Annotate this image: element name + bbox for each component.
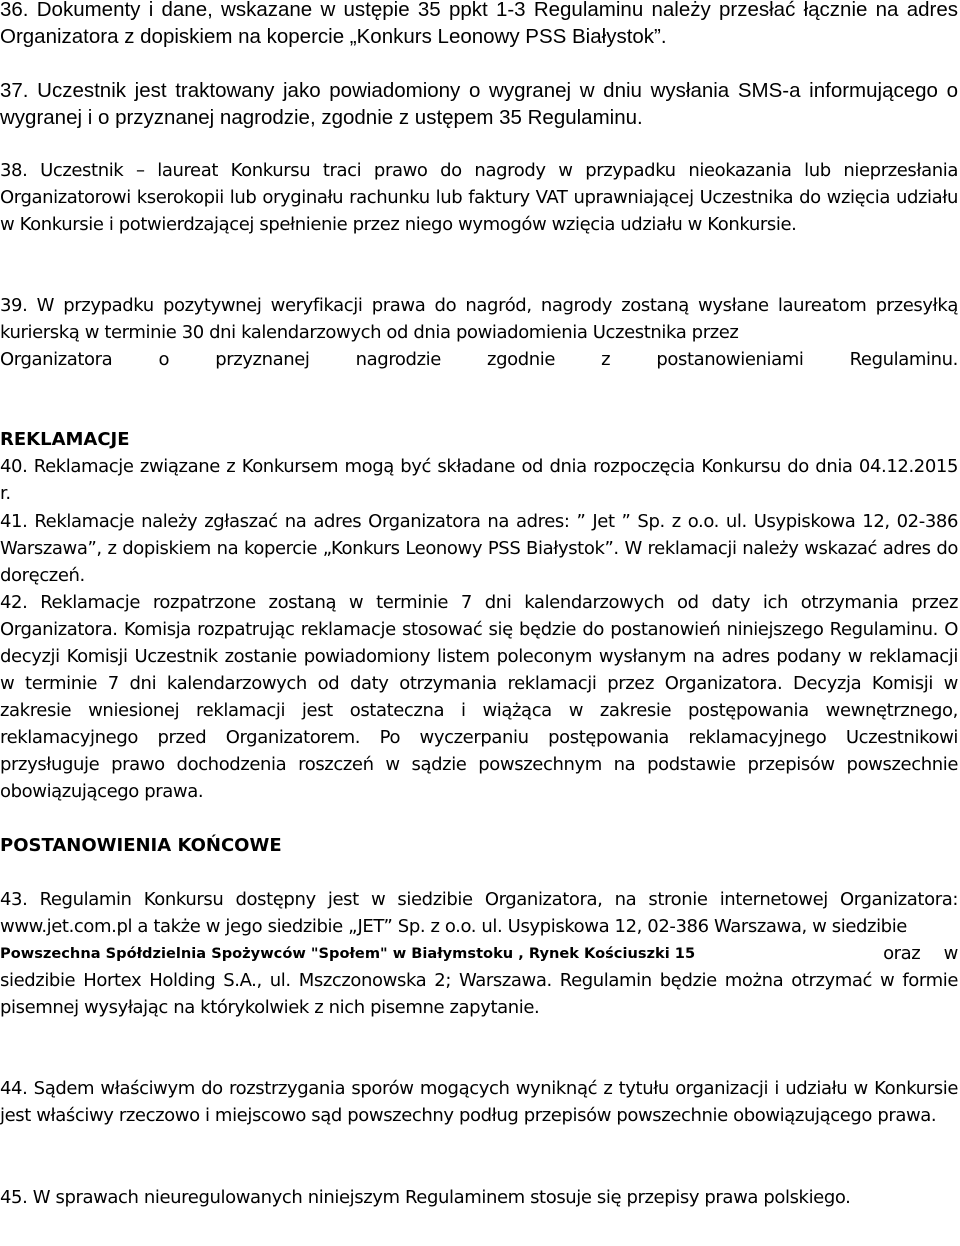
- paragraph-45: 45. W sprawach nieuregulowanych niniejszym Regulaminem stosuje się przepisy prawa polskiego.: [0, 1187, 851, 1208]
- p39-word: nagrodzie: [355, 349, 441, 370]
- heading-reklamacje: REKLAMACJE: [0, 429, 130, 450]
- company-name-spolem: Powszechna Spółdzielnia Spożywców "Społem" w Białymstoku , Rynek Kościuszki 15: [0, 945, 696, 962]
- paragraph-37: 37. Uczestnik jest traktowany jako powiadomiony o wygranej w dniu wysłania SMS-a informującego o wygranej i o przyznanej nagrodzie, zgodnie z ustępem 35 Regulaminu.: [0, 79, 958, 129]
- paragraph-38: 38. Uczestnik – laureat Konkursu traci prawo do nagrody w przypadku nieokazania lub nieprzesłania Organizatorowi kserokopii lub oryginału rachunku lub faktury VAT uprawniającej Uczestnika do wzięcia udziału w Konkursie i potwierdzającej spełnienie przez niego wymogów wzięcia udziału w Konkursie.: [0, 160, 958, 235]
- p39-word: z: [601, 349, 611, 370]
- paragraph-36: 36. Dokumenty i dane, wskazane w ustępie 35 ppkt 1-3 Regulaminu należy przesłać łącznie na adres Organizatora z dopiskiem na kopercie „Konkurs Leonowy PSS Białystok”.: [0, 0, 958, 48]
- paragraph-39: [0, 292, 958, 373]
- p39-word: Regulaminu.: [849, 349, 958, 370]
- paragraph-40: 40. Reklamacje związane z Konkursem mogą być składane od dnia rozpoczęcia Konkursu do dnia 04.12.2015 r.: [0, 456, 958, 504]
- paragraph-42: 42. Reklamacje rozpatrzone zostaną w terminie 7 dni kalendarzowych od daty ich otrzymania przez Organizatora. Komisja rozpatrując reklamacje stosować się będzie do postanowień niniejszego Regulaminu. O decyzji Komisji Uczestnik zostanie powiadomiony listem poleconym wysłanym na adres podany w reklamacji w terminie 7 dni kalendarzowych od daty otrzymania reklamacji przez Organizatora. Decyzja Komisji w zakresie wniesionej reklamacji jest ostateczna i wiążąca w zakresie postępowania wewnętrznego, reklamacyjnego przed Organizatorem. Po wyczerpaniu postępowania reklamacyjnego Uczestnikowi przysługuje prawo dochodzenia roszczeń w sądzie powszechnym na podstawie przepisów powszechnie obowiązującego prawa.: [0, 592, 958, 802]
- paragraph-43-end: siedzibie Hortex Holding S.A., ul. Mszczonowska 2; Warszawa. Regulamin będzie można otrzymać w formie pisemnej wysyłając na którykolwiek z nich pisemne zapytanie.: [0, 970, 958, 1018]
- paragraph-43-start: 43. Regulamin Konkursu dostępny jest w siedzibie Organizatora, na stronie internetowej Organizatora: www.jet.com.pl a także w jego siedzibie „JET” Sp. z o.o. ul. Usypiskowa 12, 02-386 Warszawa, w siedzibie: [0, 889, 958, 937]
- paragraph-39-body: 39. W przypadku pozytywnej weryfikacji prawa do nagród, nagrody zostaną wysłane laureatom przesyłką kurierską w terminie 30 dni kalendarzowych od dnia powiadomienia Uczestnika przez: [0, 295, 958, 343]
- heading-postanowienia-koncowe: POSTANOWIENIA KOŃCOWE: [0, 835, 282, 856]
- paragraph-43: [0, 886, 958, 1021]
- p39-word: przyznanej: [215, 349, 310, 370]
- p39-word: zgodnie: [487, 349, 556, 370]
- p39-word: o: [158, 349, 170, 370]
- p39-word: postanowieniami: [656, 349, 804, 370]
- paragraph-39-last-line: [0, 346, 958, 373]
- paragraph-43-company-line: [0, 940, 958, 967]
- paragraph-44: 44. Sądem właściwym do rozstrzygania sporów mogących wyniknąć z tytułu organizacji i udziału w Konkursie jest właściwy rzeczowo i miejscowo sąd powszechny podług przepisów powszechnie obowiązującego prawa.: [0, 1078, 958, 1126]
- p39-word: Organizatora: [0, 349, 113, 370]
- p43-oraz: oraz w: [883, 943, 958, 964]
- paragraph-41: 41. Reklamacje należy zgłaszać na adres Organizatora na adres: ” Jet ” Sp. z o.o. ul. Usypiskowa 12, 02-386 Warszawa”, z dopiskiem na kopercie „Konkurs Leonowy PSS Białystok”. W reklamacji należy wskazać adres do doręczeń.: [0, 511, 958, 586]
